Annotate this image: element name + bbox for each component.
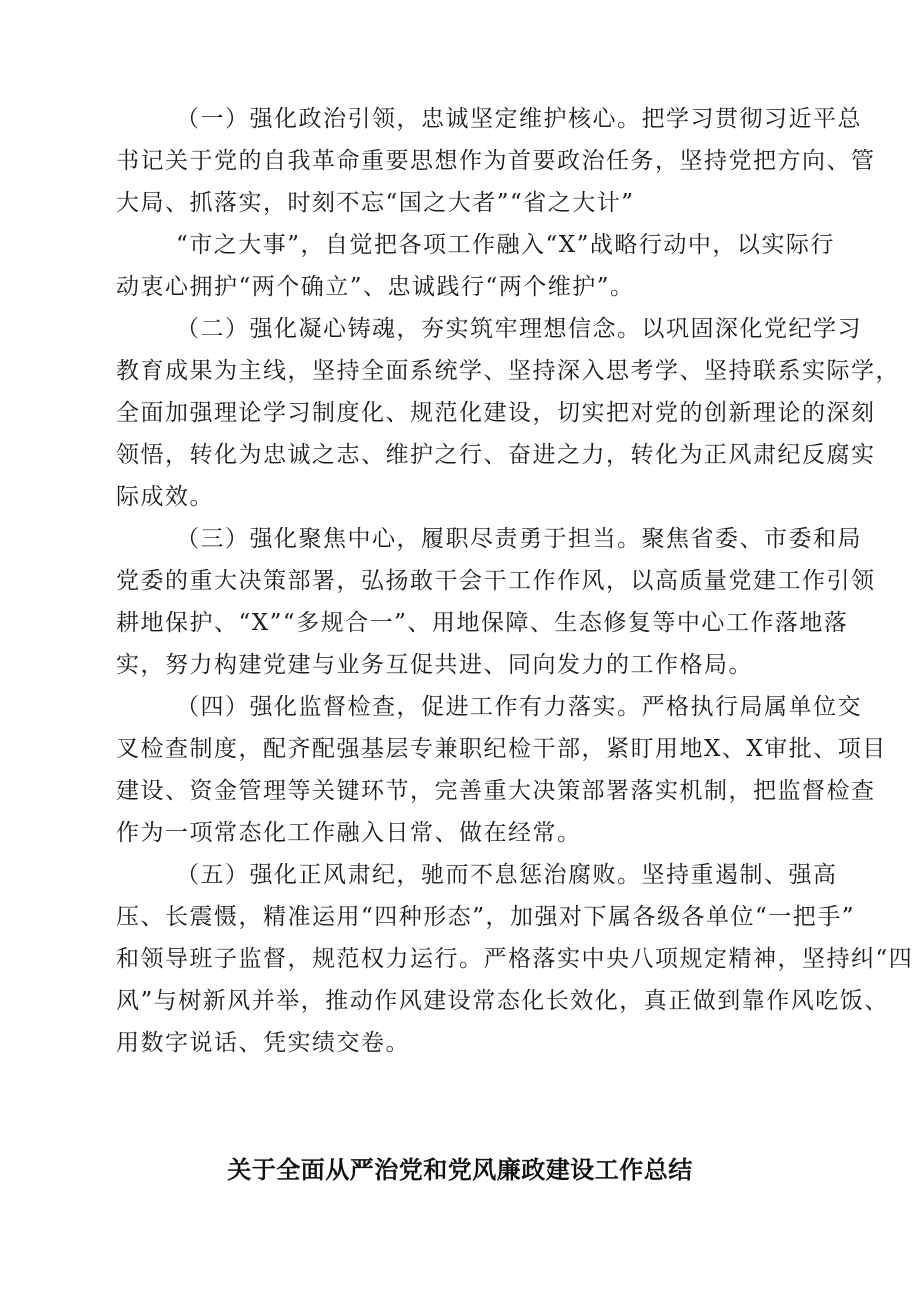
paragraph-2-line-1: “市之大事”，自觉把各项工作融入“X”战略行动中，以实际行 (176, 232, 835, 258)
paragraph-1-line-3: 大局、抓落实，时刻不忘“国之大者”“省之大计” (116, 190, 635, 216)
paragraph-4-line-3: 耕地保护、“X”“多规合一”、用地保障、生态修复等中心工作落地落 (116, 610, 849, 636)
document-body (116, 98, 914, 1064)
paragraph-4-line-1: （三）强化聚焦中心，履职尽责勇于担当。聚焦省委、市委和局 (176, 526, 862, 552)
paragraph-5-line-3: 建设、资金管理等关键环节，完善重大决策部署落实机制，把监督检查 (116, 778, 876, 804)
paragraph-3-line-3: 全面加强理论学习制度化、规范化建设，切实把对党的创新理论的深刻 (116, 400, 876, 426)
paragraph-2-line-2: 动衷心拥护“两个确立”、忠诚践行“两个维护”。 (116, 274, 635, 300)
paragraph-3-line-4: 领悟，转化为忠诚之志、维护之行、奋进之力，转化为正风肃纪反腐实 (116, 442, 876, 468)
document-title: 关于全面从严治党和党风廉政建设工作总结 (227, 1156, 693, 1184)
paragraph-6-line-4: 风”与树新风并举，推动作风建设常态化长效化，真正做到靠作风吃饭、 (116, 988, 889, 1014)
paragraph-1-line-1: （一）强化政治引领，忠诚坚定维护核心。把学习贯彻习近平总 (176, 106, 862, 132)
paragraph-5-line-2: 叉检查制度，配齐配强基层专兼职纪检干部，紧盯用地X、X审批、项目 (116, 736, 887, 762)
paragraph-6-line-2: 压、长震慑，精准运用“四种形态”，加强对下属各级各单位“一把手” (116, 904, 856, 930)
paragraph-3-line-2: 教育成果为主线，坚持全面系统学、坚持深入思考学、坚持联系实际学， (116, 358, 900, 384)
paragraph-1-line-2: 书记关于党的自我革命重要思想作为首要政治任务，坚持党把方向、管 (116, 148, 876, 174)
paragraph-3-line-5: 际成效。 (116, 484, 214, 510)
paragraph-4-line-4: 实，努力构建党建与业务互促共进、同向发力的工作格局。 (116, 652, 753, 678)
paragraph-6-line-1: （五）强化正风肃纪，驰而不息惩治腐败。坚持重遏制、强高 (176, 862, 838, 888)
paragraph-5-line-1: （四）强化监督检查，促进工作有力落实。严格执行局属单位交 (176, 694, 862, 720)
paragraph-6-line-5: 用数字说话、凭实绩交卷。 (116, 1030, 410, 1056)
paragraph-4-line-2: 党委的重大决策部署，弘扬敢干会干工作作风，以高质量党建工作引领 (116, 568, 876, 594)
paragraph-6-line-3: 和领导班子监督，规范权力运行。严格落实中央八项规定精神，坚持纠“四 (116, 946, 914, 972)
paragraph-5-line-4: 作为一项常态化工作融入日常、做在经常。 (116, 820, 582, 846)
paragraph-3-line-1: （二）强化凝心铸魂，夯实筑牢理想信念。以巩固深化党纪学习 (176, 316, 862, 342)
